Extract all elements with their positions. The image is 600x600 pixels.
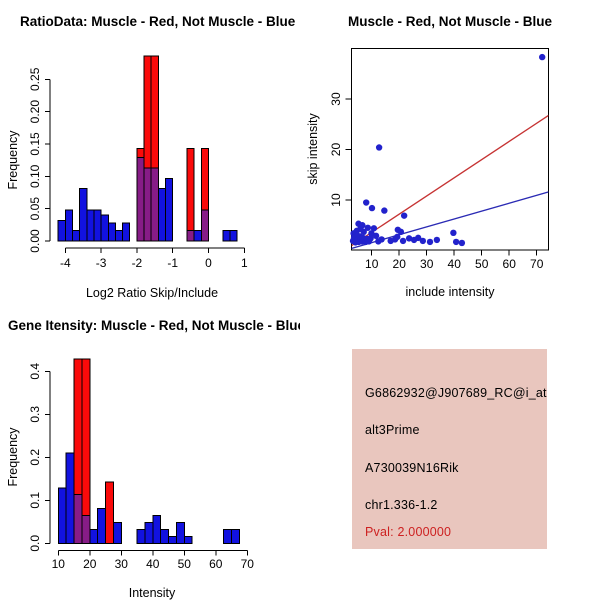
ratio-histogram-title: RatioData: Muscle - Red, Not Muscle - Blue xyxy=(20,14,296,29)
not-muscle-bar xyxy=(169,536,177,543)
not-muscle-bar xyxy=(87,210,94,241)
data-point xyxy=(400,238,406,244)
y-tick-label: 0.4 xyxy=(28,362,42,380)
gene-intensity-histogram-xlabel: Intensity xyxy=(128,586,176,600)
x-tick-label: 10 xyxy=(365,257,379,271)
muscle-bar xyxy=(106,482,114,543)
ratio-histogram-chart xyxy=(0,0,300,300)
data-point xyxy=(376,144,382,150)
not-muscle-bar xyxy=(58,220,65,241)
x-tick-label: -3 xyxy=(95,256,107,270)
probe-id-text: G6862932@J907689_RC@i_at xyxy=(365,386,547,400)
panel-ratio-histogram xyxy=(0,0,300,300)
panel-gene-info xyxy=(300,300,600,600)
y-tick-label: 0.00 xyxy=(28,229,42,253)
gene-info-box xyxy=(352,349,547,549)
panel-intensity-scatter xyxy=(300,0,600,300)
not-muscle-bar xyxy=(90,530,98,544)
x-tick-label: 60 xyxy=(502,257,516,271)
x-tick-label: 30 xyxy=(420,257,434,271)
data-point xyxy=(359,222,365,228)
not-muscle-bar xyxy=(194,231,201,241)
not-muscle-bar xyxy=(161,530,169,544)
x-tick-label: 40 xyxy=(146,557,160,571)
data-point xyxy=(459,240,465,246)
y-tick-label: 0.05 xyxy=(28,196,42,221)
data-point xyxy=(453,239,459,245)
intensity-scatter-ylabel: skip intensity xyxy=(306,113,320,185)
data-point xyxy=(434,237,440,243)
not-muscle-bar xyxy=(166,178,173,241)
x-tick-label: 30 xyxy=(114,557,128,571)
x-tick-label: -4 xyxy=(59,256,71,270)
data-point xyxy=(401,212,407,218)
not-muscle-bar xyxy=(72,231,79,241)
not-muscle-bar xyxy=(66,453,74,543)
not-muscle-bar xyxy=(58,488,66,543)
ratio-histogram-xlabel: Log2 Ratio Skip/Include xyxy=(85,286,219,300)
not-muscle-bar xyxy=(223,231,230,241)
overlap-bar xyxy=(74,495,82,544)
pval-text: Pval: 2.000000 xyxy=(365,525,452,539)
x-tick-label: 20 xyxy=(83,557,97,571)
data-point xyxy=(373,233,379,239)
muscle-bar xyxy=(187,149,194,241)
y-tick-label: 0.1 xyxy=(28,491,42,509)
data-point xyxy=(365,225,371,231)
panel-gene-intensity-histogram xyxy=(0,300,300,600)
x-tick-label: 70 xyxy=(240,557,254,571)
data-point xyxy=(539,54,545,60)
intensity-scatter-xlabel: include intensity xyxy=(405,285,495,299)
not-muscle-bar xyxy=(113,523,121,544)
intensity-scatter-chart xyxy=(300,0,600,300)
y-tick-label: 10 xyxy=(329,193,343,207)
overlap-bar xyxy=(151,168,158,241)
y-tick-label: 0.2 xyxy=(28,448,42,466)
gene-intensity-histogram-chart xyxy=(0,300,300,600)
overlap-bar xyxy=(82,515,90,543)
y-tick-label: 20 xyxy=(329,142,343,157)
x-tick-label: -2 xyxy=(131,256,143,270)
not-muscle-bar xyxy=(230,231,237,241)
x-tick-label: 10 xyxy=(51,557,65,571)
data-point xyxy=(450,230,456,236)
data-point xyxy=(378,236,384,242)
y-tick-label: 30 xyxy=(329,92,343,106)
x-tick-label: -1 xyxy=(167,256,179,270)
not-muscle-bar xyxy=(158,189,165,241)
gene-symbol-text: A730039N16Rik xyxy=(365,461,459,475)
not-muscle-bar xyxy=(80,189,87,241)
y-tick-label: 0.15 xyxy=(28,132,42,156)
x-tick-label: 1 xyxy=(240,256,248,270)
x-tick-label: 50 xyxy=(177,557,191,571)
x-tick-label: 60 xyxy=(209,557,223,571)
y-tick-label: 0.3 xyxy=(28,405,42,423)
not-muscle-bar xyxy=(232,530,240,544)
data-point xyxy=(371,225,377,231)
not-muscle-bar xyxy=(224,530,232,544)
data-point xyxy=(363,199,369,205)
overlap-bar xyxy=(201,210,208,241)
x-tick-label: 40 xyxy=(447,257,461,271)
y-tick-label: 0.25 xyxy=(28,67,42,91)
overlap-bar xyxy=(187,231,194,241)
overlap-bar xyxy=(144,168,151,241)
data-point xyxy=(427,239,433,245)
gene-intensity-histogram-title: Gene Itensity: Muscle - Red, Not Muscle - Blue xyxy=(8,318,300,333)
not-muscle-bar xyxy=(94,210,101,241)
not-muscle-bar xyxy=(176,523,184,544)
x-tick-label: 20 xyxy=(392,257,406,271)
intensity-scatter-title: Muscle - Red, Not Muscle - Blue xyxy=(347,14,553,29)
not-muscle-bar xyxy=(137,530,145,544)
chromosome-location-text: chr1.336-1.2 xyxy=(365,498,438,512)
x-tick-label: 70 xyxy=(530,257,544,271)
x-tick-label: 0 xyxy=(205,256,212,270)
y-tick-label: 0.20 xyxy=(28,99,42,124)
not-muscle-bar xyxy=(98,508,106,543)
data-point xyxy=(398,229,404,235)
overlap-bar xyxy=(137,158,144,241)
not-muscle-bar xyxy=(65,210,72,241)
not-muscle-bar xyxy=(101,215,108,241)
ratio-histogram-ylabel: Frequency xyxy=(6,130,20,190)
not-muscle-bar xyxy=(108,223,115,241)
not-muscle-bar xyxy=(115,231,122,241)
data-point xyxy=(420,238,426,244)
y-tick-label: 0.10 xyxy=(28,164,42,188)
not-muscle-bar xyxy=(184,536,192,543)
x-tick-label: 50 xyxy=(475,257,489,271)
data-point xyxy=(381,207,387,213)
not-muscle-bar xyxy=(145,523,153,544)
data-point xyxy=(369,205,375,211)
y-tick-label: 0.0 xyxy=(28,534,42,552)
splice-type-text: alt3Prime xyxy=(365,423,420,437)
not-muscle-bar xyxy=(123,223,130,241)
gene-intensity-histogram-ylabel: Frequency xyxy=(6,427,20,487)
not-muscle-bar xyxy=(153,515,161,543)
